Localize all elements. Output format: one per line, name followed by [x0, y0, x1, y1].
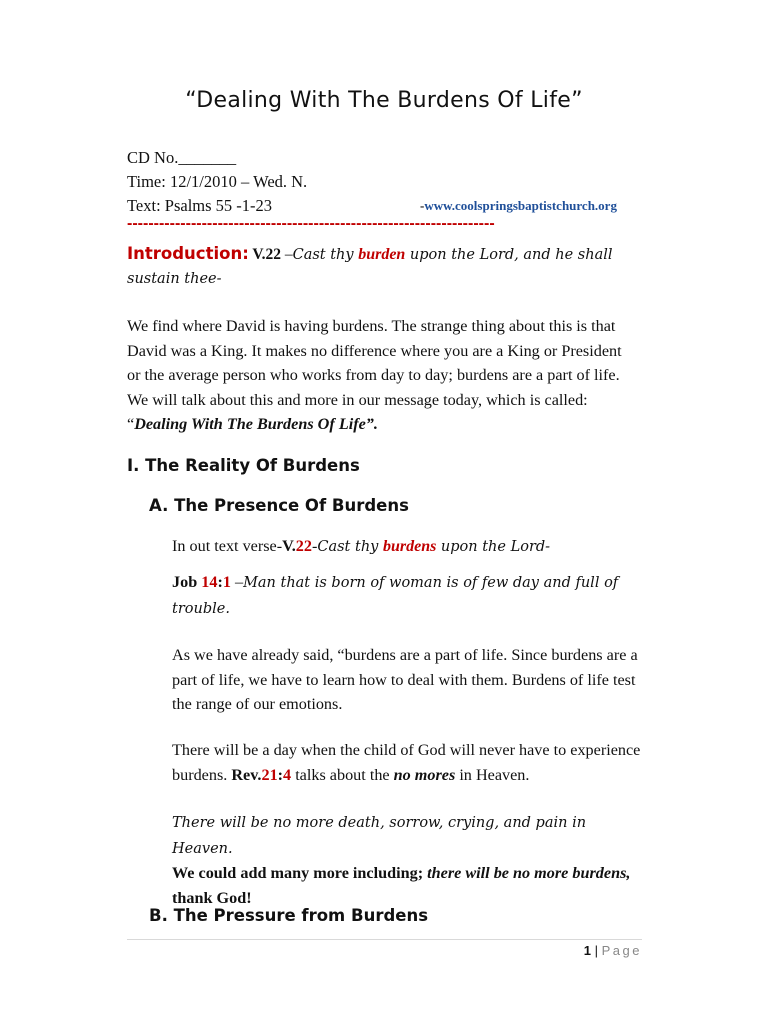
no-mores-text-c: in Heaven. [455, 765, 530, 784]
heaven-text-b: thank God! [172, 888, 252, 907]
page-word: Page [601, 943, 642, 958]
heading-subsection-a: A. The Presence Of Burdens [149, 496, 409, 515]
document-title: “Dealing With The Burdens Of Life” [185, 88, 583, 113]
verse-line-lead: In out text verse- [172, 537, 283, 555]
introduction-label: Introduction: [127, 244, 249, 263]
rev-chapter: 21 [261, 765, 278, 784]
church-url-line [420, 198, 617, 214]
page-number: 1 [583, 943, 592, 958]
intro-paragraph [127, 314, 637, 437]
verse-line-quote-b: upon the Lord- [436, 539, 551, 555]
job-chapter: 14 [201, 573, 218, 591]
job-verse-number: 1 [222, 573, 231, 591]
intro-quote-b: upon the Lord, and he shall sustain thee- [127, 247, 613, 287]
burdens-paragraph: As we have already said, “burdens are a part of life. Since burdens are a part of life, we have to learn how to deal with them. Burdens of life test the range of our emotions. [172, 646, 638, 713]
no-mores-text-a: There will be a day when the child of God will never have to experience burdens. [172, 741, 641, 784]
verse-line [172, 534, 642, 560]
no-mores-text-b: talks about the [291, 765, 394, 784]
rev-verse: 4 [283, 765, 292, 784]
no-mores-paragraph [172, 738, 642, 787]
sermon-text: Text: Psalms 55 -1-23 [127, 196, 273, 215]
verse-line-quote-a: Cast thy [317, 539, 383, 555]
url-dash: - [420, 198, 425, 213]
job-verse [172, 570, 642, 621]
job-quote: Man that is born of woman is of few day and full of trouble. [172, 575, 619, 617]
intro-verse-ref: V.22 [248, 246, 281, 263]
intro-dash: – [280, 246, 293, 263]
verse-line-dash: - [311, 537, 318, 555]
heading-section-1: I. The Reality Of Burdens [127, 456, 360, 475]
job-book: Job [172, 573, 202, 591]
heaven-emphasis: there will be no more burdens, [427, 864, 631, 882]
rev-book: Rev. [231, 765, 262, 784]
heaven-text-a: We could add many more including; [172, 864, 428, 882]
page-footer [127, 943, 642, 958]
footer-separator: | [591, 943, 602, 958]
cd-number: CD No._______ [127, 148, 237, 167]
no-mores-emphasis: no mores [393, 765, 456, 784]
verse-line-number: 22 [295, 537, 312, 555]
heading-subsection-b: B. The Pressure from Burdens [149, 906, 429, 925]
job-dash: – [230, 573, 244, 591]
sermon-time: Time: 12/1/2010 – Wed. N. [127, 172, 308, 191]
verse-line-v: V. [282, 537, 296, 555]
job-colon: : [217, 573, 223, 591]
introduction [127, 242, 637, 291]
heaven-paragraph [172, 810, 642, 910]
rev-colon: : [277, 765, 284, 784]
intro-paragraph-title: Dealing With The Burdens Of Life”. [134, 415, 378, 433]
footer-divider [127, 939, 642, 940]
intro-quote-a: Cast thy [292, 247, 359, 263]
intro-paragraph-text: We find where David is having burdens. The strange thing about this is that David was a King. It makes no difference where you are a King or President or the average person who works from day to day; burdens are a part of life. We will talk about this and more in our message today, which is called: “ [127, 317, 622, 433]
heaven-italic: There will be no more death, sorrow, crying, and pain in Heaven. [172, 815, 587, 857]
red-separator: --------------------------------------------------------------------- [127, 215, 495, 232]
verse-line-keyword: burdens [382, 538, 437, 555]
intro-quote-keyword: burden [358, 246, 406, 263]
church-url-link[interactable]: www.coolspringsbaptistchurch.org [424, 198, 617, 213]
